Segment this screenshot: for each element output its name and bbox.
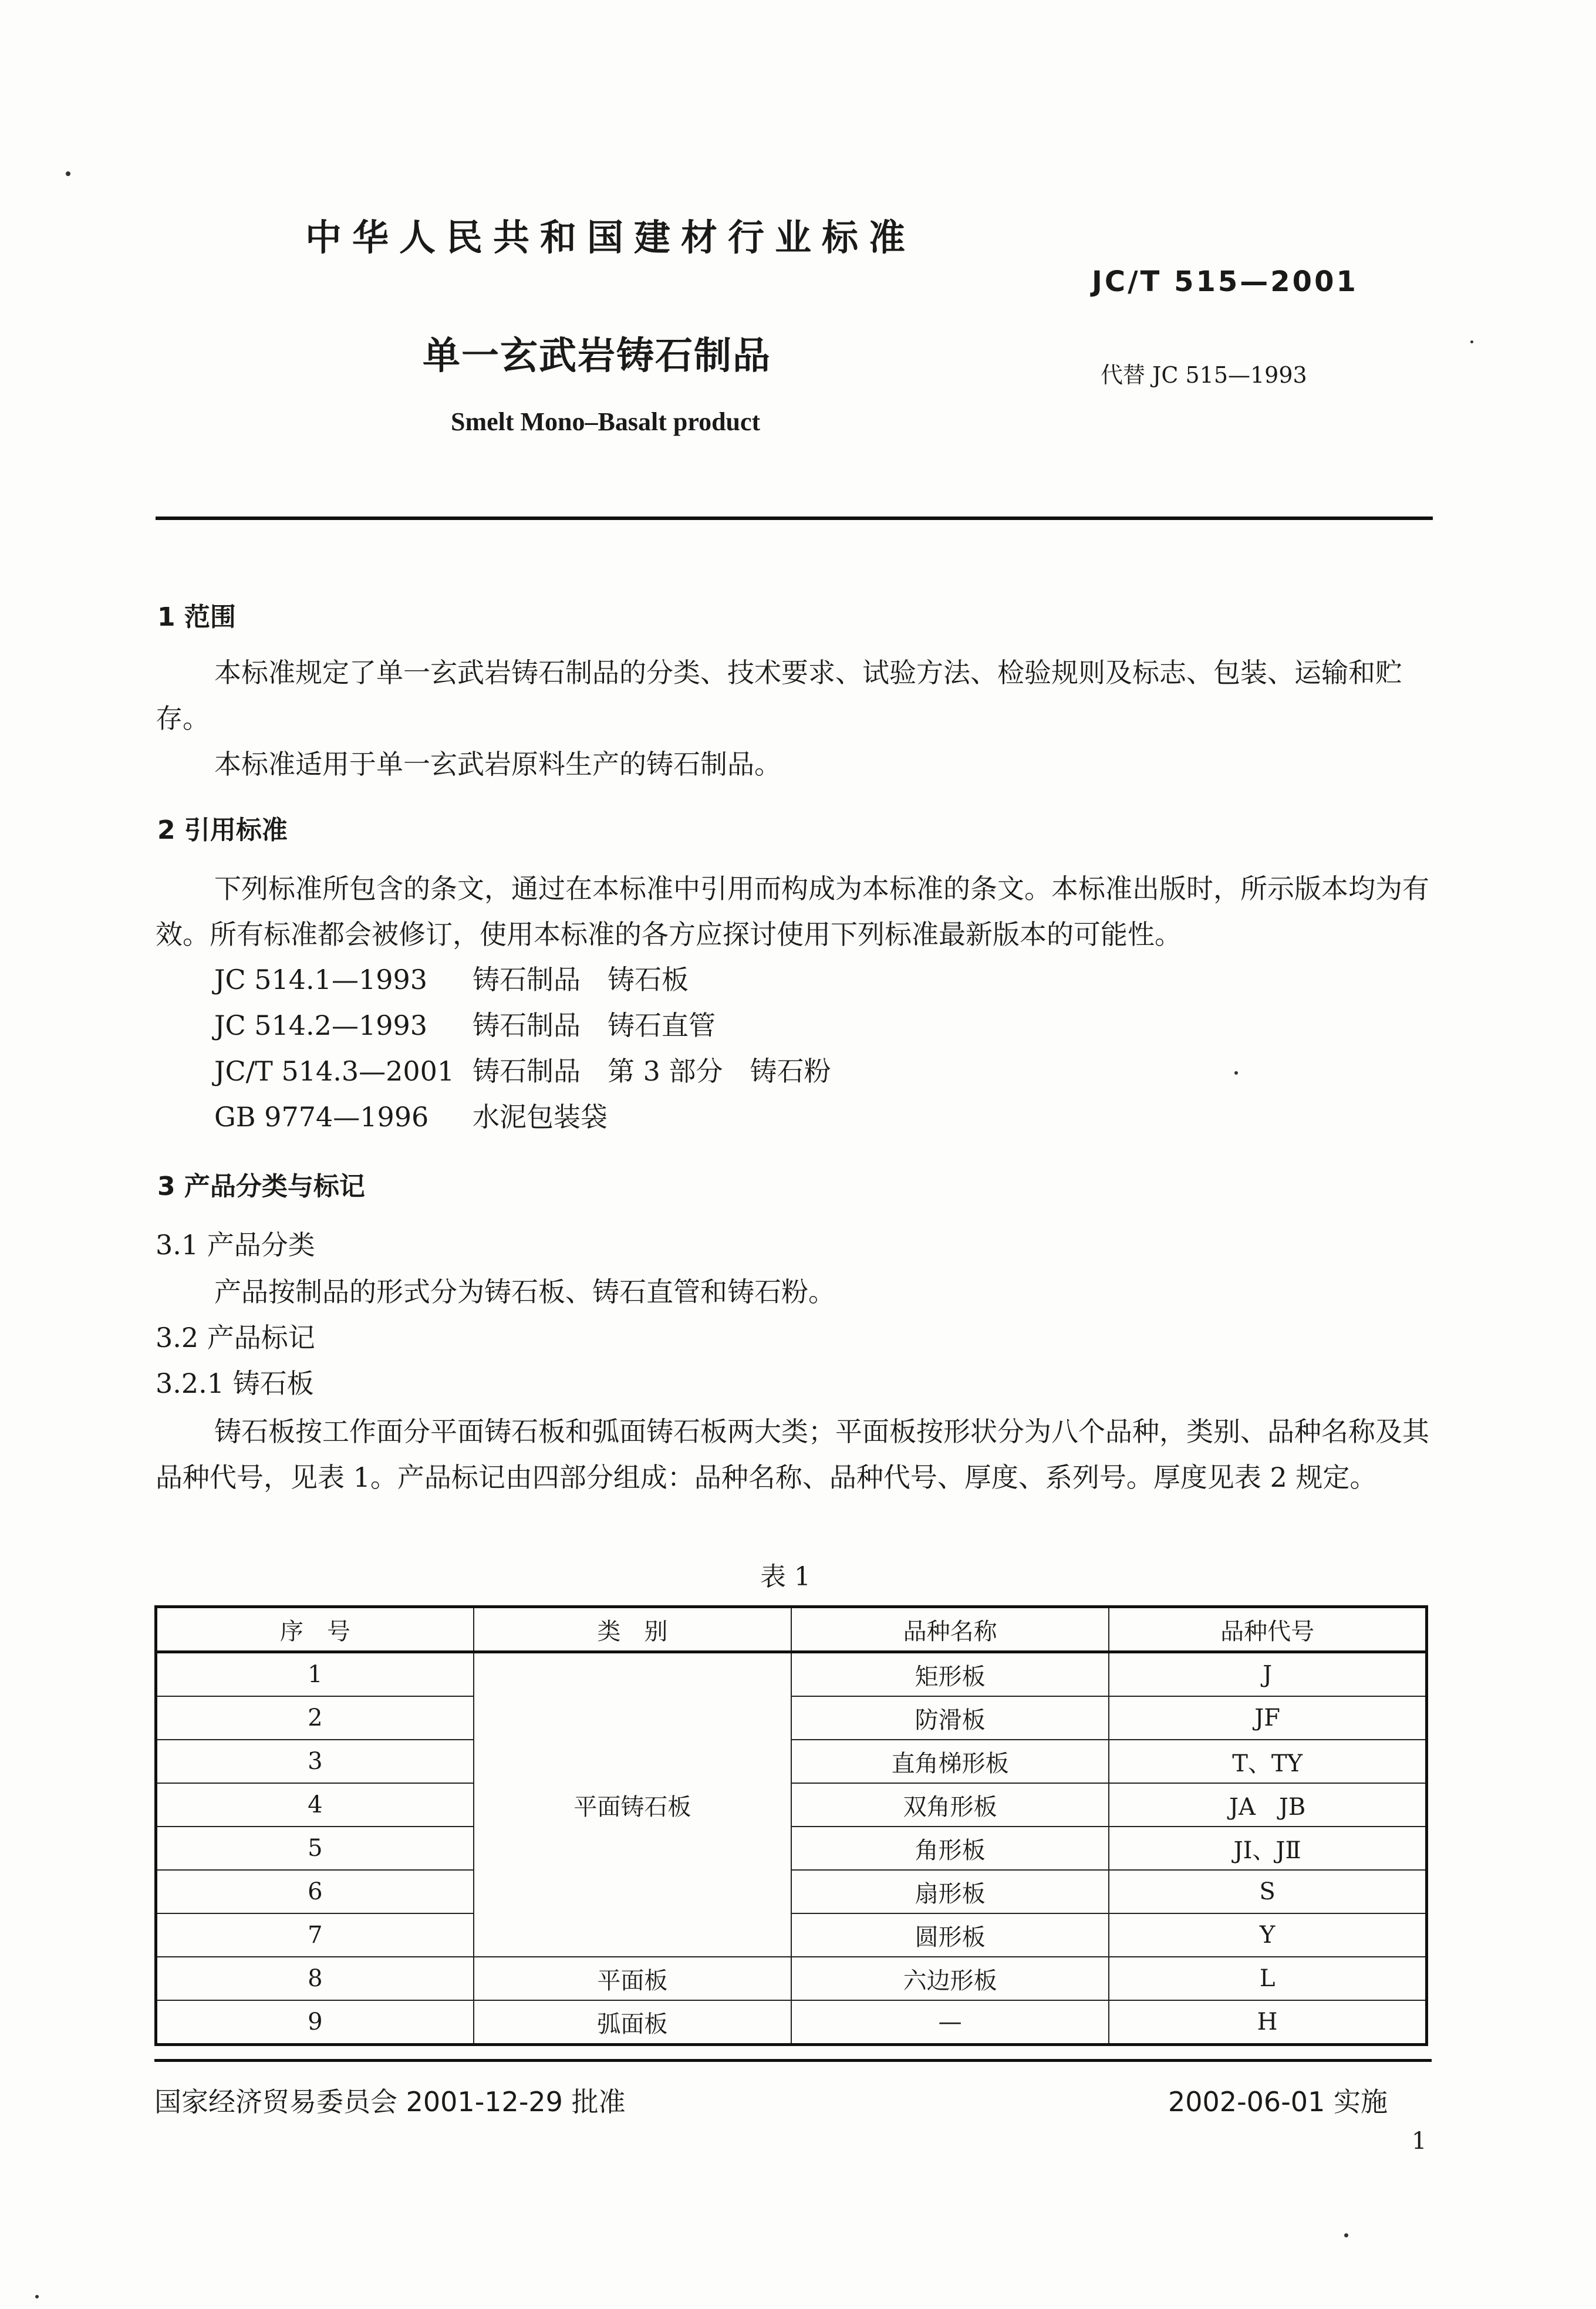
cell-category: 弧面板	[474, 2000, 791, 2045]
reference-item	[214, 1002, 1488, 1048]
header-variety-name: 品种名称	[791, 1607, 1109, 1652]
table-row	[156, 1957, 1427, 2000]
section-1-paragraph-2: 本标准适用于单一玄武岩原料生产的铸石制品。	[214, 748, 781, 780]
document-title: 单一玄武岩铸石制品	[423, 335, 771, 378]
cell-name: 防滑板	[791, 1696, 1109, 1740]
reference-item	[214, 1048, 1488, 1094]
table-row	[156, 1652, 1427, 1697]
section-1-heading: 1 范围	[157, 602, 236, 632]
cell-name: —	[791, 2000, 1109, 2045]
scan-speck	[1470, 340, 1473, 343]
header-variety-code: 品种代号	[1109, 1607, 1426, 1652]
cell-name: 圆形板	[791, 1913, 1109, 1957]
effective-date: 2002-06-01 实施	[1168, 2086, 1388, 2118]
header-serial-no: 序 号	[156, 1607, 474, 1652]
table-row	[156, 2000, 1427, 2045]
table-caption: 表 1	[760, 1562, 811, 1592]
scan-speck	[35, 2295, 39, 2298]
cell-code: T、TY	[1109, 1740, 1426, 1783]
cell-name: 双角形板	[791, 1783, 1109, 1827]
table-header-row	[156, 1607, 1427, 1652]
section-3-heading: 3 产品分类与标记	[157, 1172, 365, 1201]
cell-code: JF	[1109, 1696, 1426, 1740]
cell-no: 3	[156, 1740, 474, 1783]
cell-no: 4	[156, 1783, 474, 1827]
section-3-2-1-heading: 3.2.1 铸石板	[156, 1368, 314, 1399]
reference-code: JC/T 514.3—2001	[214, 1055, 455, 1087]
section-2-heading: 2 引用标准	[157, 815, 288, 845]
table-row	[156, 1827, 1427, 1870]
table-row	[156, 1870, 1427, 1913]
reference-title: 铸石制品 铸石直管	[473, 1010, 716, 1041]
product-variety-table	[154, 1605, 1428, 2046]
section-3-1-heading: 3.1 产品分类	[156, 1229, 315, 1261]
cell-code: L	[1109, 1957, 1426, 2000]
table-row	[156, 1783, 1427, 1827]
reference-title: 铸石制品 第 3 部分 铸石粉	[473, 1055, 831, 1087]
cell-code: J	[1109, 1652, 1426, 1697]
cell-no: 5	[156, 1827, 474, 1870]
section-2-paragraph: 下列标准所包含的条文，通过在本标准中引用而构成为本标准的条文。本标准出版时，所示版本均为有效。所有标准都会被修订，使用本标准的各方应探讨使用下列标准最新版本的可能性。	[156, 873, 1429, 950]
cell-name: 矩形板	[791, 1652, 1109, 1697]
footer-divider	[154, 2059, 1432, 2062]
cell-no: 6	[156, 1870, 474, 1913]
cell-name: 角形板	[791, 1827, 1109, 1870]
cell-name: 扇形板	[791, 1870, 1109, 1913]
cell-no: 1	[156, 1652, 474, 1697]
cell-category: 平面板	[474, 1957, 791, 2000]
cell-code: S	[1109, 1870, 1426, 1913]
section-3-2-heading: 3.2 产品标记	[156, 1322, 315, 1353]
table-row	[156, 1913, 1427, 1957]
cell-code: JⅠ、JⅡ	[1109, 1827, 1426, 1870]
section-3-1-paragraph: 产品按制品的形式分为铸石板、铸石直管和铸石粉。	[214, 1276, 835, 1308]
reference-title: 水泥包装袋	[473, 1101, 608, 1133]
english-title: Smelt Mono–Basalt product	[451, 407, 761, 436]
table-row	[156, 1696, 1427, 1740]
cell-code: H	[1109, 2000, 1426, 2045]
cell-no: 2	[156, 1696, 474, 1740]
reference-title: 铸石制品 铸石板	[473, 964, 689, 995]
replaces-standard: 代替 JC 515—1993	[1101, 362, 1307, 388]
reference-item	[214, 957, 1488, 1002]
cell-no: 7	[156, 1913, 474, 1957]
header-divider	[156, 517, 1433, 520]
cell-no: 8	[156, 1957, 474, 2000]
cell-code: Y	[1109, 1913, 1426, 1957]
approval-statement: 国家经济贸易委员会 2001-12-29 批准	[154, 2086, 626, 2118]
scan-speck	[1344, 2233, 1348, 2237]
reference-code: JC 514.2—1993	[214, 1010, 428, 1041]
national-standard-title: 中华人民共和国建材行业标准	[305, 216, 916, 259]
standard-code: JC/T 515—2001	[1092, 265, 1358, 298]
cell-no: 9	[156, 2000, 474, 2045]
reference-code: JC 514.1—1993	[214, 964, 428, 995]
cell-name: 直角梯形板	[791, 1740, 1109, 1783]
reference-item	[214, 1094, 1488, 1140]
section-3-2-1-paragraph: 铸石板按工作面分平面铸石板和弧面铸石板两大类；平面板按形状分为八个品种，类别、品种名称及其品种代号，见表 1。产品标记由四部分组成：品种名称、品种代号、厚度、系列号。厚度见表 2 规定。	[156, 1416, 1429, 1493]
cell-code: JA JB	[1109, 1783, 1426, 1827]
scan-speck	[66, 171, 70, 176]
cell-category: 平面铸石板	[474, 1652, 791, 1957]
cell-name: 六边形板	[791, 1957, 1109, 2000]
table-row	[156, 1740, 1427, 1783]
page-number: 1	[1412, 2128, 1427, 2155]
scan-speck	[1234, 1071, 1238, 1075]
reference-code: GB 9774—1996	[214, 1101, 429, 1133]
section-1-paragraph-1: 本标准规定了单一玄武岩铸石制品的分类、技术要求、试验方法、检验规则及标志、包装、运输和贮存。	[156, 657, 1402, 734]
header-category: 类 别	[474, 1607, 791, 1652]
